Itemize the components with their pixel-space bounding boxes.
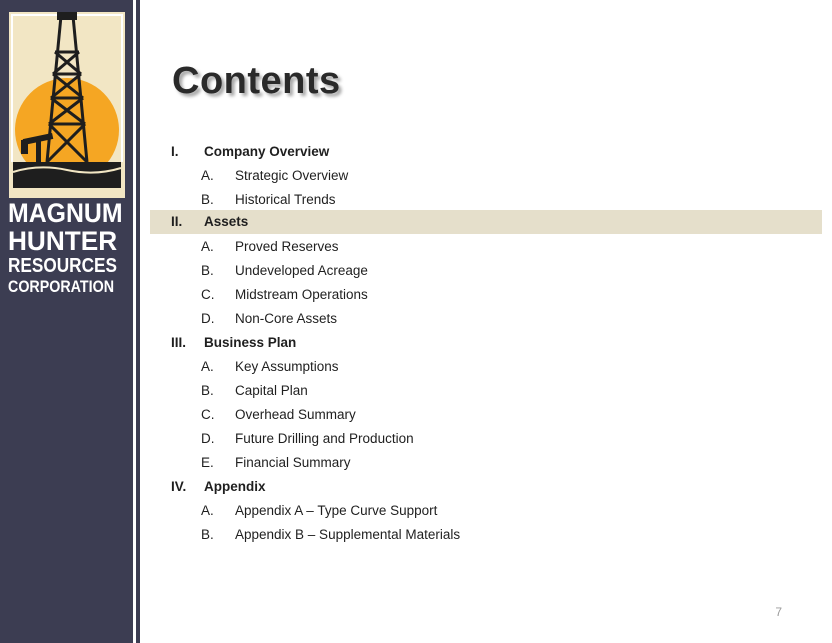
- toc-label: Assets: [204, 214, 249, 229]
- toc-letter: E.: [201, 455, 214, 470]
- toc-item-midstream-operations: [150, 283, 822, 307]
- toc-label: Business Plan: [204, 335, 297, 350]
- toc-letter: A.: [201, 239, 214, 254]
- toc-item-future-drilling: [150, 427, 822, 451]
- toc-label: Future Drilling and Production: [235, 431, 414, 446]
- toc-letter: C.: [201, 407, 215, 422]
- toc-label: Non-Core Assets: [235, 311, 338, 326]
- toc-item-overhead-summary: [150, 403, 822, 427]
- toc-label: Company Overview: [204, 144, 330, 159]
- toc-number: II.: [171, 214, 183, 229]
- toc-number: I.: [171, 144, 179, 159]
- toc-item-proved-reserves: [150, 235, 822, 259]
- toc-letter: C.: [201, 287, 215, 302]
- toc-item-undeveloped-acreage: [150, 259, 822, 283]
- logo-line-2: HUNTER: [8, 226, 118, 256]
- toc-letter: D.: [201, 431, 215, 446]
- toc-label: Proved Reserves: [235, 239, 339, 254]
- toc-label: Historical Trends: [235, 192, 336, 207]
- toc-label: Overhead Summary: [235, 407, 356, 422]
- toc-label: Appendix: [204, 479, 266, 494]
- toc-letter: A.: [201, 359, 214, 374]
- toc-label: Capital Plan: [235, 383, 308, 398]
- sidebar: [0, 0, 133, 643]
- page-number: 7: [775, 605, 782, 619]
- toc-letter: B.: [201, 383, 214, 398]
- sidebar-divider: [136, 0, 140, 643]
- toc-letter: B.: [201, 263, 214, 278]
- toc-item-strategic-overview: [150, 164, 822, 188]
- toc-section-company-overview: [150, 140, 822, 164]
- toc-section-appendix: [150, 475, 822, 499]
- toc-letter: B.: [201, 527, 214, 542]
- logo-line-3: RESOURCES: [8, 255, 117, 277]
- logo-line-1: MAGNUM: [8, 198, 123, 228]
- toc-label: Midstream Operations: [235, 287, 368, 302]
- toc-letter: D.: [201, 311, 215, 326]
- toc-item-historical-trends: [150, 188, 822, 212]
- toc-letter: A.: [201, 168, 214, 183]
- toc-item-non-core-assets: [150, 307, 822, 331]
- toc-item-capital-plan: [150, 379, 822, 403]
- toc-item-key-assumptions: [150, 355, 822, 379]
- page-title: Contents: [172, 60, 341, 102]
- toc-item-financial-summary: [150, 451, 822, 475]
- toc-label: Undeveloped Acreage: [235, 263, 368, 278]
- toc-number: III.: [171, 335, 187, 350]
- oil-rig-logo-icon: [9, 12, 125, 198]
- toc-label: Appendix B – Supplemental Materials: [235, 527, 461, 542]
- toc-letter: A.: [201, 503, 214, 518]
- toc-label: Appendix A – Type Curve Support: [235, 503, 438, 518]
- logo-line-4: CORPORATION: [8, 277, 115, 296]
- toc-label: Key Assumptions: [235, 359, 339, 374]
- company-logo-wordmark: [8, 200, 128, 298]
- toc-label: Financial Summary: [235, 455, 351, 470]
- toc-number: IV.: [171, 479, 187, 494]
- toc-item-appendix-a: [150, 499, 822, 523]
- toc-section-assets: [150, 210, 822, 234]
- toc-label: Strategic Overview: [235, 168, 349, 183]
- toc-letter: B.: [201, 192, 214, 207]
- toc-item-appendix-b: [150, 523, 822, 547]
- toc-section-business-plan: [150, 331, 822, 355]
